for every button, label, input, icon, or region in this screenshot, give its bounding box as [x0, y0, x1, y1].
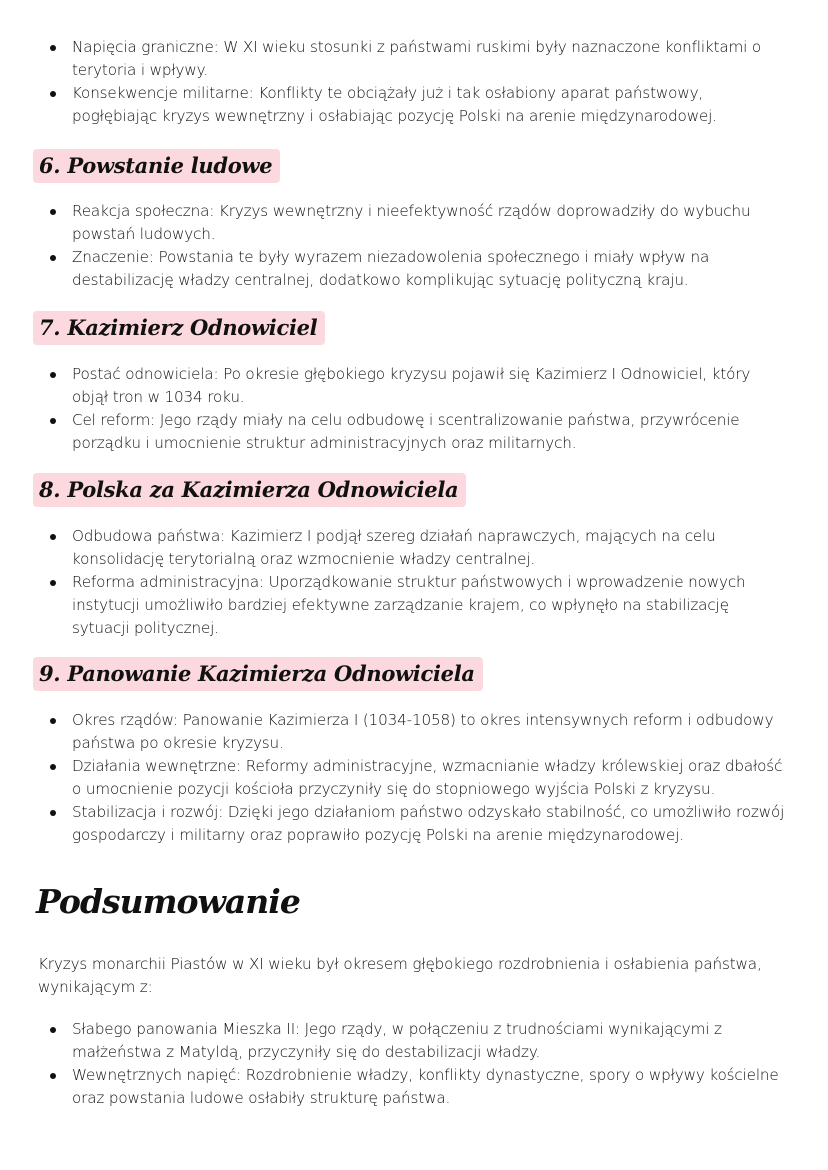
- item-term: Cel reform:: [72, 411, 156, 429]
- list-item: [46, 801, 786, 847]
- bullet-icon: [50, 1027, 56, 1033]
- section-heading-7: 7. Kazimierz Odnowiciel: [33, 311, 325, 345]
- section-heading-6: 6. Powstanie ludowe: [33, 149, 280, 183]
- bullet-icon: [50, 534, 56, 540]
- item-text: Uporządkowanie struktur państwowych i wprowadzenie nowych instytucji umożliwiło bardziej efektywne zarządzanie krajem, co wpłynęło na stabilizację sytuacji politycznej.: [72, 573, 746, 637]
- bullet-icon: [50, 1073, 56, 1079]
- bullet-icon: [50, 764, 56, 770]
- bullet-icon: [50, 810, 56, 816]
- item-text: Panowanie Kazimierza I (1034-1058) to okres intensywnych reform i odbudowy państwa po okresie kryzysu.: [72, 711, 774, 752]
- list-item: [46, 409, 786, 455]
- list-item: [46, 36, 786, 82]
- item-text: Rozdrobnienie władzy, konflikty dynastyczne, spory o wpływy kościelne oraz powstania ludowe osłabiły strukturę państwa.: [72, 1066, 779, 1107]
- continuation-list: [46, 36, 786, 128]
- bullet-icon: [50, 209, 56, 215]
- summary-title: Podsumowanie: [36, 882, 300, 921]
- bullet-icon: [50, 45, 56, 51]
- item-text: Jego rządy miały na celu odbudowę i scentralizowanie państwa, przywrócenie porządku i umocnienie struktur administracyjnych oraz militarnych.: [72, 411, 740, 452]
- item-text: Powstania te były wyrazem niezadowolenia społecznego i miały wpływ na destabilizację władzy centralnej, dodatkowo komplikując sytuację polityczną kraju.: [72, 248, 710, 289]
- item-text: Jego rządy, w połączeniu z trudnościami wynikającymi z małżeństwa z Matyldą, przyczyniły się do destabilizacji władzy.: [72, 1020, 722, 1061]
- list-item: [46, 1064, 786, 1110]
- item-term: Konsekwencje militarne:: [72, 84, 254, 102]
- item-term: Postać odnowiciela:: [72, 365, 219, 383]
- item-term: Działania wewnętrzne:: [72, 757, 242, 775]
- item-term: Okres rządów:: [72, 711, 178, 729]
- section-6-list: [46, 200, 786, 292]
- bullet-icon: [50, 580, 56, 586]
- summary-intro: Kryzys monarchii Piastów w XI wieku był okresem głębokiego rozdrobnienia i osłabienia państwa, wynikającym z:: [38, 955, 762, 996]
- list-item: [46, 200, 786, 246]
- item-text: Kryzys wewnętrzny i nieefektywność rządów doprowadziły do wybuchu powstań ludowych.: [72, 202, 751, 243]
- list-item: [46, 755, 786, 801]
- item-term: Napięcia graniczne:: [72, 38, 219, 56]
- bullet-icon: [50, 255, 56, 261]
- section-heading-9: 9. Panowanie Kazimierza Odnowiciela: [33, 657, 483, 691]
- item-text: Kazimierz I podjął szereg działań naprawczych, mających na celu konsolidację terytorialną oraz wzmocnienie władzy centralnej.: [72, 527, 716, 568]
- list-item: [46, 363, 786, 409]
- item-term: Słabego panowania Mieszka II:: [72, 1020, 300, 1038]
- item-text: Dzięki jego działaniom państwo odzyskało stabilność, co umożliwiło rozwój gospodarczy i militarny oraz poprawiło pozycję Polski na arenie międzynarodowej.: [72, 803, 785, 844]
- bullet-icon: [50, 418, 56, 424]
- item-term: Reakcja społeczna:: [72, 202, 215, 220]
- bullet-icon: [50, 372, 56, 378]
- item-text: Konflikty te obciążały już i tak osłabiony aparat państwowy, pogłębiając kryzys wewnętrzny i osłabiając pozycję Polski na arenie międzynarodowej.: [72, 84, 717, 125]
- list-item: [46, 246, 786, 292]
- section-7-list: [46, 363, 786, 455]
- item-text: Reformy administracyjne, wzmacnianie władzy królewskiej oraz dbałość o umocnienie pozycji kościoła przyczyniły się do stopniowego wyjścia Polski z kryzysu.: [72, 757, 783, 798]
- item-term: Wewnętrznych napięć:: [72, 1066, 242, 1084]
- list-item: [46, 709, 786, 755]
- item-term: Reforma administracyjna:: [72, 573, 264, 591]
- list-item: [46, 571, 786, 640]
- item-term: Znaczenie:: [72, 248, 154, 266]
- bullet-icon: [50, 91, 56, 97]
- item-term: Odbudowa państwa:: [72, 527, 226, 545]
- section-9-list: [46, 709, 786, 847]
- item-text: Po okresie głębokiego kryzysu pojawił się Kazimierz I Odnowiciel, który objął tron w 1034 roku.: [72, 365, 751, 406]
- list-item: [46, 82, 786, 128]
- section-heading-8: 8. Polska za Kazimierza Odnowiciela: [33, 473, 466, 507]
- bullet-icon: [50, 718, 56, 724]
- item-term: Stabilizacja i rozwój:: [72, 803, 224, 821]
- list-item: [46, 525, 786, 571]
- summary-list: [46, 1018, 786, 1110]
- list-item: [46, 1018, 786, 1064]
- section-8-list: [46, 525, 786, 640]
- item-text: W XI wieku stosunki z państwami ruskimi były naznaczone konfliktami o terytoria i wpływy.: [72, 38, 762, 79]
